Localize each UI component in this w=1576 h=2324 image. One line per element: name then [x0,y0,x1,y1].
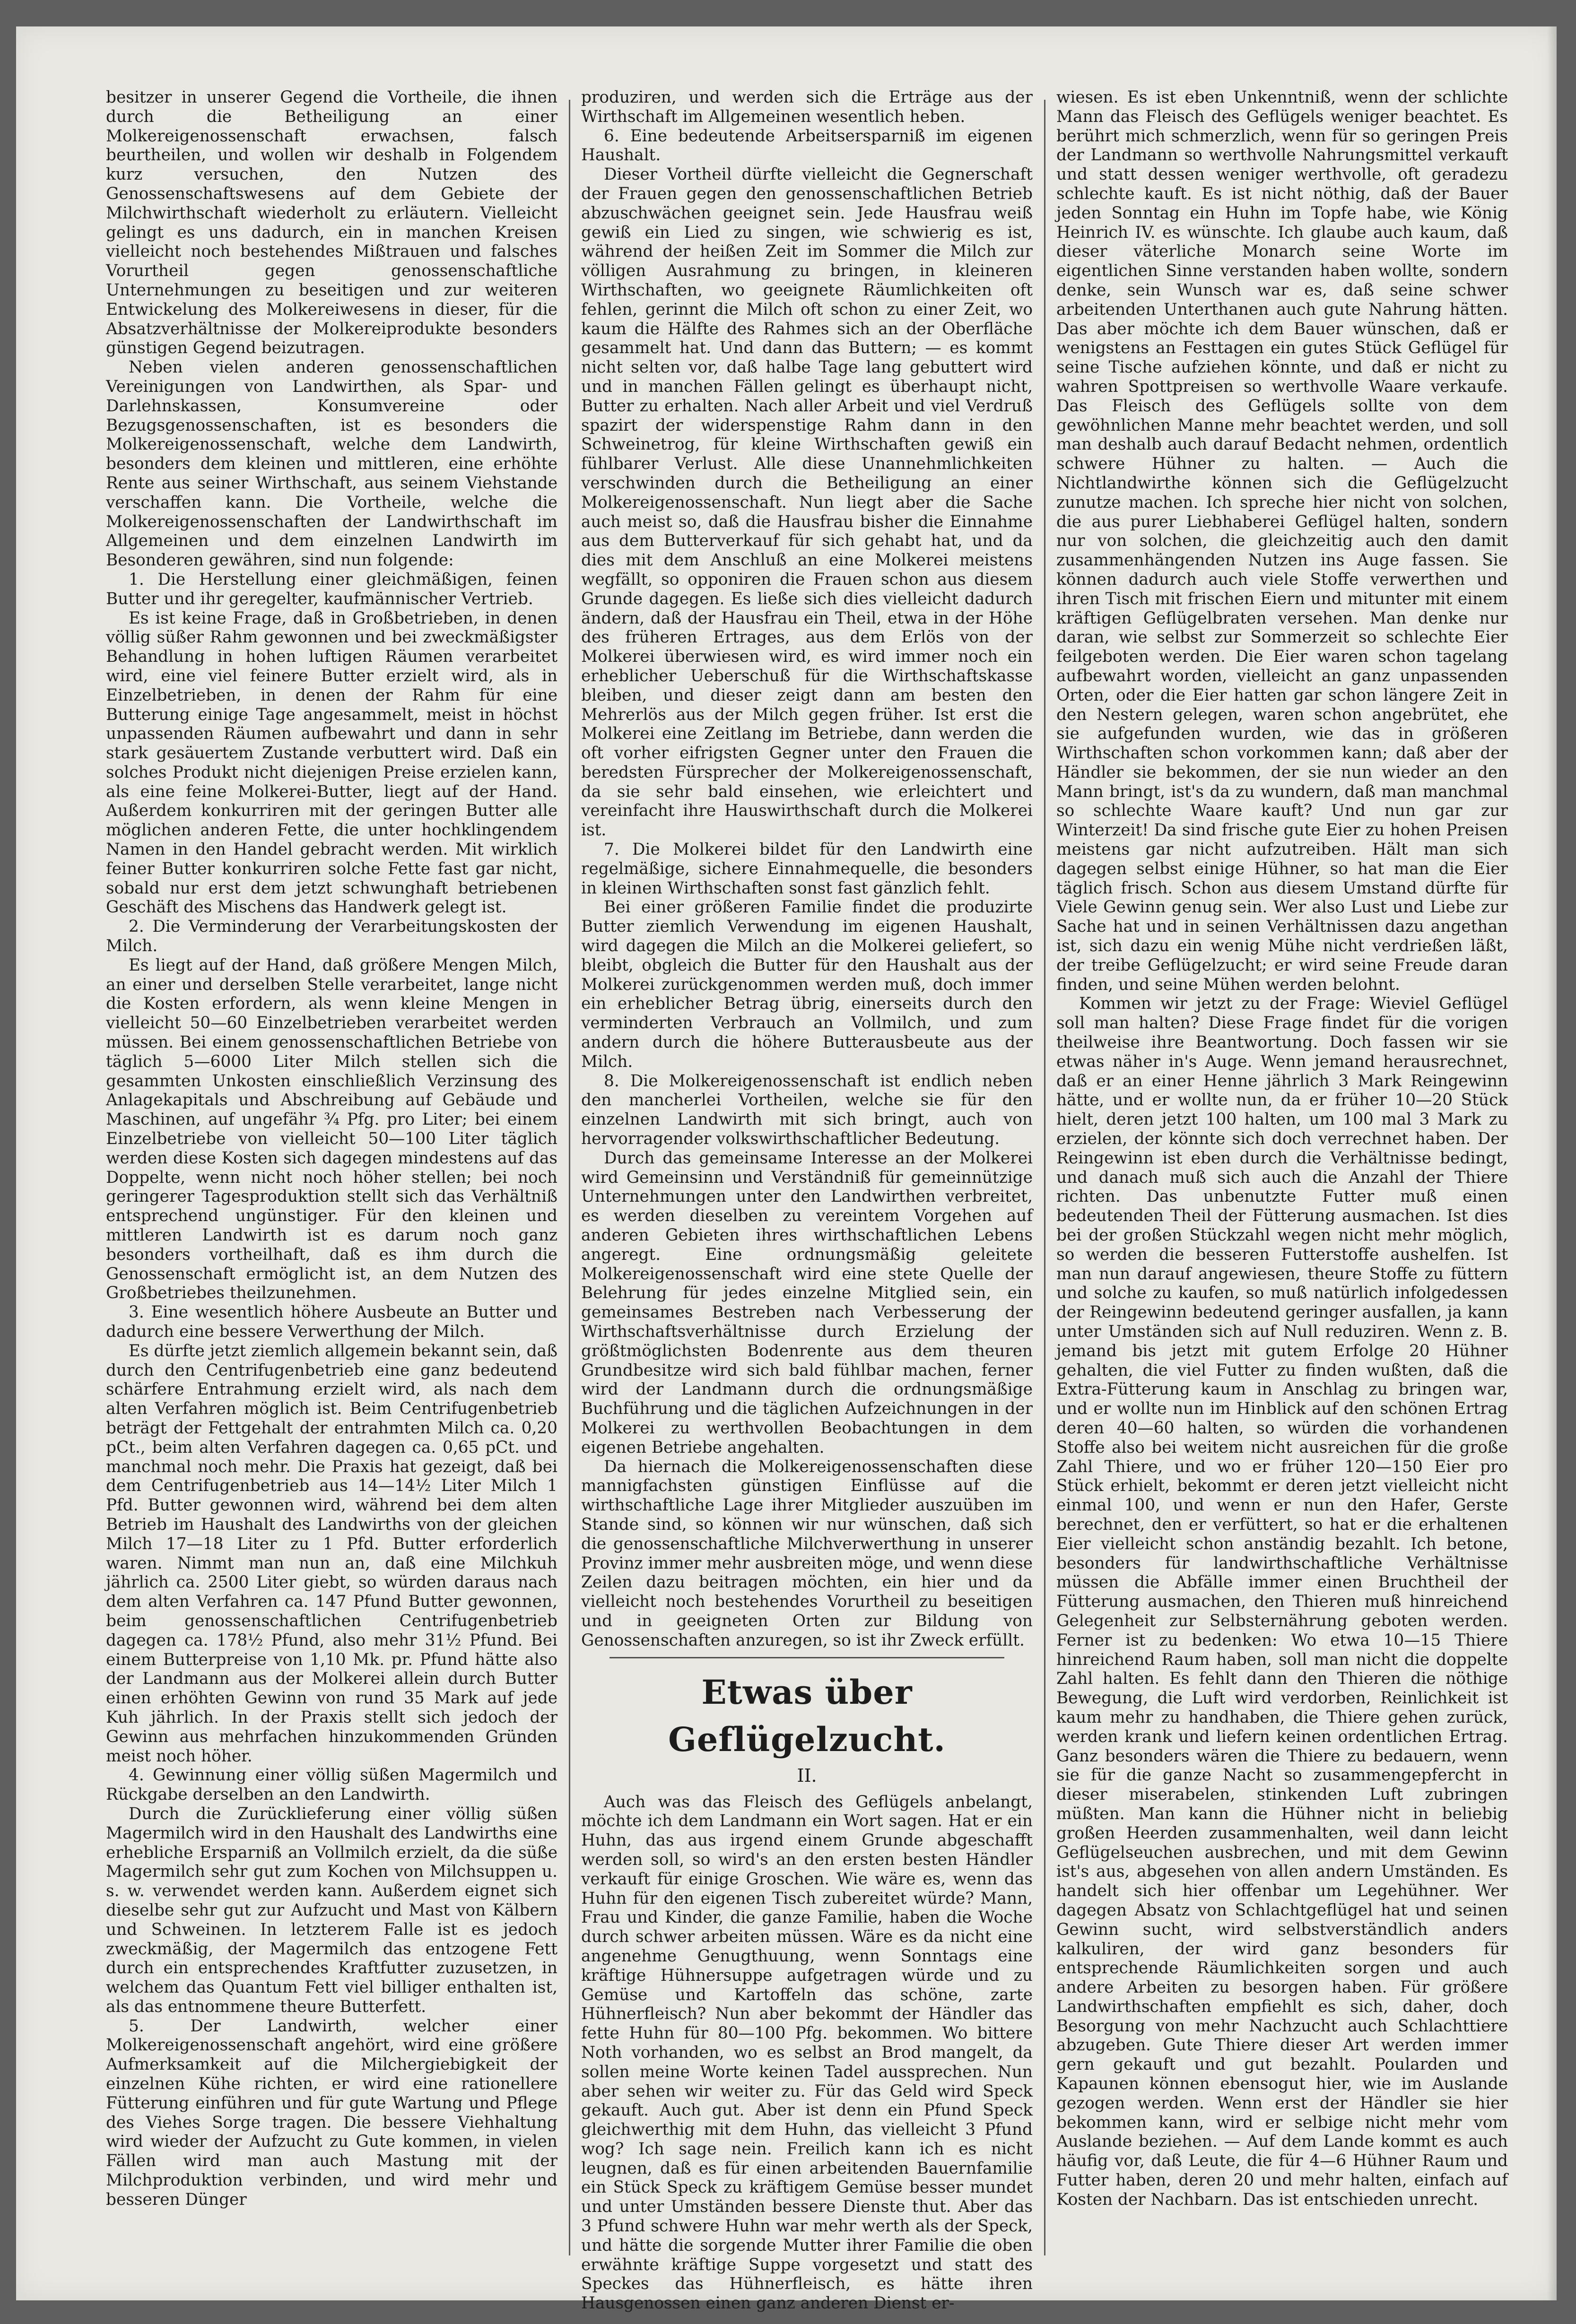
paragraph: Neben vielen anderen genossenschaftlichen Vereinigungen von Landwirthen, als Spar- und Darlehnskassen, Konsumvereine oder Bezugsgenossenschaften, ist es besonders die Molkereigenossenschaft, welche dem Landwirth, besonders dem kleinen und mittleren, eine erhöhte Rente aus seiner Wirthschaft, aus seinem Viehstande verschaffen kann. Die Vortheile, welche die Molkereigenossenschaften der Landwirthschaft im Allgemeinen und dem einzelnen Landwirth im Besonderen gewähren, sind nun folgende: [106,358,557,570]
paragraph: 5. Der Landwirth, welcher einer Molkereigenossenschaft angehört, wird eine größere Aufmerksamkeit auf die Milchergiebigkeit der einzelnen Kühe richten, er wird eine rationellere Fütterung einführen und für gute Wartung und Pflege des Viehes Sorge tragen. Die bessere Viehhaltung wird wieder der Aufzucht zu Gute kommen, in vielen Fällen wird man auch Mastung mit der Milchproduktion verbinden, und wird mehr und besseren Dünger [106,2016,557,2209]
paragraph: Es dürfte jetzt ziemlich allgemein bekannt sein, daß durch den Centrifugenbetrieb eine ganz bedeutend schärfere Entrahmung erzielt wird, als nach dem alten Verfahren möglich ist. Beim Centrifugenbetrieb beträgt der Fettgehalt der entrahmten Milch ca. 0,20 pCt., beim alten Verfahren dagegen ca. 0,65 pCt. und manchmal noch mehr. Die Praxis hat gezeigt, daß bei dem Centrifugenbetrieb aus 14—14½ Liter Milch 1 Pfd. Butter gewonnen wird, während bei dem alten Betrieb im Haushalt des Landwirths von der gleichen Milch 17—18 Liter zu 1 Pfd. Butter erforderlich waren. Nimmt man nun an, daß eine Milchkuh jährlich ca. 2500 Liter giebt, so würden daraus nach dem alten Verfahren ca. 147 Pfund Butter gewonnen, beim genossenschaftlichen Centrifugenbetrieb dagegen ca. 178½ Pfund, also mehr 31½ Pfund. Bei einem Butterpreise von 1,10 Mk. pr. Pfund hätte also der Landmann aus der Molkerei allein durch Butter einen erhöhten Gewinn von rund 35 Mark auf jede Kuh jährlich. In der Praxis stellt sich jedoch der Gewinn aus mehrfachen hinzukommenden Gründen meist noch höher. [106,1341,557,1766]
numbered-point: 3. Eine wesentlich höhere Ausbeute an Butter und dadurch eine bessere Verwerthung der Milch. [106,1303,557,1341]
paragraph: Bei einer größeren Familie findet die produzirte Butter ziemlich Verwendung im eigenen Haushalt, wird dagegen die Milch an die Molkerei geliefert, so bleibt, obgleich die Butter für den Haushalt aus der Molkerei zurückgenommen werden muß, doch immer ein erheblicher Betrag übrig, einerseits durch den verminderten Verbrauch an Vollmilch, und zum andern durch die höhere Butterausbeute aus der Milch. [581,898,1033,1071]
paragraph: Auch was das Fleisch des Geflügels anbelangt, möchte ich dem Landmann ein Wort sagen. Hat er ein Huhn, das aus irgend einem Grunde abgeschafft werden soll, so wird's an den ersten besten Händler verkauft für einige Groschen. Wie wäre es, wenn das Huhn für den eigenen Tisch zubereitet würde? Mann, Frau und Kinder, die ganze Familie, haben die Woche durch schwer arbeiten müssen. Wäre es da nicht eine angenehme Genugthuung, wenn Sonntags eine kräftige Hühnersuppe aufgetragen würde und zu Gemüse und Kartoffeln das schöne, zarte Hühnerfleisch? Nun aber bekommt der Händler das fette Huhn für 80—100 Pfg. bekommen. Wo bittere Noth vorhanden, wo es selbst an Brod mangelt, da sollen meine Worte keinen Tadel aussprechen. Nun aber sehen wir weiter zu. Für das Geld wird Speck gekauft. Auch gut. Aber ist denn ein Pfund Speck gleichwerthig mit dem Huhn, das vielleicht 3 Pfund wog? Ich sage nein. Freilich kann ich es nicht leugnen, daß es für einen arbeitenden Bauernfamilie ein Stück Speck zu kräftigem Gemüse besser mundet und unter Umständen bessere Dienste thut. Aber das 3 Pfund schwere Huhn war mehr werth als der Speck, und hätte die sorgende Mutter ihrer Familie die oben erwähnte kräftige Suppe vorgesetzt und statt des Speckes das Hühnerfleisch, es hätte ihren Hausgenossen einen ganz anderen Dienst er- [581,1792,1033,2313]
numbered-point: 6. Eine bedeutende Arbeitsersparniß im eigenen Haushalt. [581,126,1033,165]
paragraph: Da hiernach die Molkereigenossenschaften diese mannigfachsten günstigen Einflüsse auf die wirthschaftliche Lage ihrer Mitglieder auszuüben im Stande sind, so können wir nur wünschen, daß sich die genossenschaftliche Milchverwerthung in unserer Provinz immer mehr ausbreiten möge, und wenn diese Zeilen dazu beitragen möchten, ein hier und da vielleicht noch bestehendes Vorurtheil zu beseitigen und in geeigneten Orten zur Bildung von Genossenschaften anzuregen, so ist ihr Zweck erfüllt. [581,1457,1033,1650]
numbered-point: 7. Die Molkerei bildet für den Landwirth eine regelmäßige, sichere Einnahmequelle, die besonders in kleinen Wirthschaften sonst fast gänzlich fehlt. [581,840,1033,898]
numbered-point: 8. Die Molkereigenossenschaft ist endlich neben den mancherlei Vortheilen, welche sie für den einzelnen Landwirth mit sich bringt, auch von hervorragender volkswirthschaftlicher Bedeutung. [581,1071,1033,1149]
numbered-point: 2. Die Verminderung der Verarbeitungskosten der Milch. [106,917,557,956]
article-part-number: II. [797,1765,817,1786]
numbered-point: 4. Gewinnung einer völlig süßen Magermilch und Rückgabe derselben an den Landwirth. [106,1766,557,1804]
text-column-middle [581,88,1033,2313]
section-divider [610,1657,1004,1658]
paragraph: wiesen. Es ist eben Unkenntniß, wenn der schlichte Mann das Fleisch des Geflügels weniger beachtet. Es berührt mich schmerzlich, wenn für so geringen Preis der Landmann so werthvolle Nahrungsmittel verkauft und statt dessen weniger werthvolle, oft geradezu schlechte kauft. Es ist nicht nöthig, daß der Bauer jeden Sonntag ein Huhn im Topfe habe, wie König Heinrich IV. es wünschte. Ich glaube auch kaum, daß dieser väterliche Monarch seine Worte im eigentlichen Sinne verstanden haben wollte, sondern denke, sein Wunsch war es, daß seine schwer arbeitenden Unterthanen auch gute Nahrung hätten. Das aber möchte ich dem Bauer wünschen, daß er wenigstens an Festtagen ein gutes Stück Geflügel für seine Tische aufziehen könnte, und daß er nicht zu wahren Spottpreisen so werthvolle Waare verkaufe. Das Fleisch des Geflügels sollte von dem gewöhnlichen Manne mehr beachtet werden, und soll man deshalb auch darauf Bedacht nehmen, ordentlich schwere Hühner zu halten. — Auch die Nichtlandwirthe können sich die Geflügelzucht zunutze machen. Ich spreche hier nicht von solchen, die aus purer Liebhaberei Geflügel halten, sondern nur von solchen, die gleichzeitig auch den damit zusammenhängenden Nutzen ins Auge fassen. Sie können dadurch auch viele Stoffe verwerthen und ihren Tisch mit frischen Eiern und mitunter mit einem kräftigen Geflügelbraten versehen. Man denke nur daran, wie selbst zur Sommerzeit so schlechte Eier feilgeboten werden. Die Eier waren schon tagelang aufbewahrt worden, vielleicht an ganz unpassenden Orten, oder die Eier hatten gar schon längere Zeit in den Nestern gelegen, waren schon angebrütet, ehe sie aufgefunden wurden, wie das in größeren Wirthschaften schon vorkommen kann; daß aber der Händler sie bekommen, der sie nun wieder an den Mann bringt, ist's da zu wundern, daß man manchmal so schlechte Waare kauft? Und nun gar zur Winterzeit! Da sind frische gute Eier zu hohen Preisen meistens gar nicht aufzutreiben. Hält man sich dagegen selbst einige Hühner, so hat man die Eier täglich frisch. Schon aus diesem Umstand dürfte für Viele Gewinn genug sein. Wer also Lust und Liebe zur Sache hat und in seinen Verhältnissen dazu angethan ist, sich dazu ein wenig Mühe nicht verdrießen läßt, der treibe Geflügelzucht; er wird seine Freude daran finden, und seine Mühen werden belohnt. [1056,88,1508,994]
paragraph: Kommen wir jetzt zu der Frage: Wieviel Geflügel soll man halten? Diese Frage findet für die vorigen theilweise ihre Beantwortung. Doch fassen wir sie etwas näher in's Auge. Wenn jemand herausrechnet, daß er an einer Henne jährlich 3 Mark Reingewinn hätte, und er wollte nun, da er früher 10—20 Stück hielt, deren jetzt 100 halten, um 100 mal 3 Mark zu erzielen, der könnte sich doch verrechnet haben. Der Reingewinn ist eben durch die Verhältnisse bedingt, und danach muß sich auch die Anzahl der Thiere richten. Das unbenutzte Futter muß einen bedeutenden Theil der Fütterung ausmachen. Ist dies bei der großen Stückzahl wegen nicht mehr möglich, so werden die besseren Futterstoffe aushelfen. Ist man nun darauf angewiesen, theure Stoffe zu füttern und solche zu kaufen, so muß natürlich infolgedessen der Reingewinn bedeutend geringer ausfallen, ja kann unter Umständen sich auf Null reduziren. Wenn z. B. jemand bis jetzt mit gutem Erfolge 20 Hühner gehalten, die viel Futter zu finden wußten, daß die Extra-Fütterung kaum in Anschlag zu bringen war, und er wollte nun im Hinblick auf den schönen Ertrag deren 40—60 halten, so würden die vorhandenen Stoffe also bei weitem nicht ausreichen für die große Zahl Thiere, und wo er früher 120—150 Eier pro Stück erhielt, bekommt er deren jetzt vielleicht nicht einmal 100, und wenn er nun den Hafer, Gerste berechnet, den er verfüttert, so hat er die erhaltenen Eier vielleicht schon anständig bezahlt. Ich betone, besonders für landwirthschaftliche Verhältnisse müssen die Abfälle immer einen Bruchtheil der Fütterung ausmachen, den Thieren muß hinreichend Gelegenheit zur Selbsternährung geboten werden. Ferner ist zu bedenken: Wo etwa 10—15 Thiere hinreichend Raum haben, soll man nicht die doppelte Zahl halten. Es fehlt dann den Thieren die nöthige Bewegung, die Luft wird verdorben, Reinlichkeit ist kaum mehr zu handhaben, die Thiere gehen zurück, werden krank und liefern keinen ordentlichen Ertrag. Ganz besonders wären die Thiere zu bedauern, wenn sie für die ganze Nacht so zusammengepfercht in dieser miserabelen, stinkenden Luft zubringen müßten. Man kann die Hühner nicht in beliebig großen Heerden zusammenhalten, weil dann leicht Geflügelseuchen ausbrechen, und mit dem Gewinn ist's aus, abgesehen von allen andern Umständen. Es handelt sich hier offenbar um Legehühner. Wer dagegen Absatz von Schlachtgeflügel hat und seinen Gewinn sucht, wird selbstverständlich anders kalkuliren, der wird ganz besonders für entsprechende Räumlichkeiten sorgen und auch andere Arbeiten zu besorgen haben. Für größere Landwirthschaften empfiehlt es sich, daher, doch Besorgung von mehr Nachzucht auch Schlachttiere abzugeben. Gute Thiere dieser Art werden immer gern gekauft und gut bezahlt. Poularden und Kapaunen können ebensogut hier, wie im Auslande gezogen werden. Wenn erst der Händler sie hier bekommen kann, wird er selbige nicht mehr vom Auslande beziehen. — Auf dem Lande kommt es auch häufig vor, daß Leute, die für 4—6 Hühner Raum und Futter haben, deren 20 und mehr halten, einfach auf Kosten der Nachbarn. Das ist entschieden unrecht. [1056,994,1508,2209]
text-column-left [106,88,557,2263]
paragraph: Durch das gemeinsame Interesse an der Molkerei wird Gemeinsinn und Verständniß für gemeinnützige Unternehmungen unter den Landwirthen verbreitet, es werden dieselben zu vereintem Vorgehen auf anderen Gebieten ihres wirthschaftlichen Lebens angeregt. Eine ordnungsmäßig geleitete Molkereigenossenschaft wird eine stete Quelle der Belehrung für jedes einzelne Mitglied sein, ein gemeinsames Bestreben nach Verbesserung der Wirthschaftsverhältnisse durch Erzielung der größtmöglichsten Bodenrente aus dem theuren Grundbesitze wird sich bald fühlbar machen, ferner wird der Landmann durch die ordnungsmäßige Buchführung und die täglichen Aufzeichnungen in der Molkerei zu werthvollen Beobachtungen in dem eigenen Betriebe angehalten. [581,1148,1033,1457]
paragraph: Es ist keine Frage, daß in Großbetrieben, in denen völlig süßer Rahm gewonnen und bei zweckmäßigster Behandlung in hohen luftigen Räumen verarbeitet wird, eine viel feinere Butter erzielt wird, als in Einzelbetrieben, in denen der Rahm für eine Butterung einige Tage angesammelt, meist in höchst unpassenden Räumen aufbewahrt und dann in sehr stark gesäuertem Zustande verbuttert wird. Daß ein solches Produkt nicht diejenigen Preise erzielen kann, als eine feine Molkerei-Butter, liegt auf der Hand. Außerdem konkurriren mit der geringen Butter alle möglichen anderen Fette, die unter hochklingendem Namen in den Handel gebracht werden. Mit wirklich feiner Butter konkurriren solche Fette fast gar nicht, sobald nur erst dem jetzt schwunghaft betriebenen Geschäft des Mischens das Handwerk gelegt ist. [106,608,557,917]
paragraph: produziren, und werden sich die Erträge aus der Wirthschaft im Allgemeinen wesentlich heben. [581,88,1033,126]
column-divider [1044,100,1045,2255]
text-column-right [1056,88,1508,2263]
column-divider [569,100,570,2255]
paragraph: Dieser Vortheil dürfte vielleicht die Gegnerschaft der Frauen gegen den genossenschaftlichen Betrieb abzuschwächen geeignet sein. Jede Hausfrau weiß gewiß ein Lied zu singen, wie schwierig es ist, während der heißen Zeit im Sommer die Milch zur völligen Ausrahmung zu bringen, in kleineren Wirthschaften, wo geeignete Räumlichkeiten oft fehlen, gerinnt die Milch oft schon zu einer Zeit, wo kaum die Hälfte des Rahmes sich an der Oberfläche gesammelt hat. Und dann das Buttern; — es kommt nicht selten vor, daß halbe Tage lang gebuttert wird und in manchen Fällen gelingt es überhaupt nicht, Butter zu erhalten. Nach aller Arbeit und viel Verdruß spazirt der widerspenstige Rahm dann in den Schweinetrog, für kleine Wirthschaften gewiß ein fühlbarer Verlust. Alle diese Unannehmlichkeiten verschwinden durch die Betheiligung an einer Molkereigenossenschaft. Nun liegt aber die Sache auch meist so, daß die Hausfrau bisher die Einnahme aus dem Butterverkauf für sich gehabt hat, und da dies mit dem Anschluß an eine Molkerei meistens wegfällt, so opponiren die Frauen schon aus diesem Grunde dagegen. Es ließe sich dies vielleicht dadurch ändern, daß der Hausfrau ein Theil, etwa in der Höhe des früheren Ertrages, aus dem Erlös von der Molkerei überwiesen wird, es wird immer noch ein erheblicher Ueberschuß für die Wirthschaftskasse bleiben, und dieser zeigt dann am besten den Mehrerlös aus der Milch gegen früher. Ist erst die Molkerei eine Zeitlang im Betriebe, dann werden die oft vorher eifrigsten Gegner unter den Frauen die beredsten Fürsprecher der Molkereigenossenschaft, da sie sehr bald einsehen, wie erleichtert und vereinfacht ihre Hauswirthschaft durch die Molkerei ist. [581,165,1033,840]
page-edge-shadow [1547,26,1557,2300]
paragraph: besitzer in unserer Gegend die Vortheile, die ihnen durch die Betheiligung an einer Molkereigenossenschaft erwachsen, falsch beurtheilen, und wollen wir deshalb in Folgendem kurz versuchen, den Nutzen des Genossenschaftswesens auf dem Gebiete der Milchwirthschaft wiederholt zu erläutern. Vielleicht gelingt es uns dadurch, ein in manchen Kreisen vielleicht noch bestehendes Mißtrauen und falsches Vorurtheil gegen genossenschaftliche Unternehmungen zu beseitigen und zur weiteren Entwickelung des Molkereiwesens in dieser, für die Absatzverhältnisse der Molkereiprodukte besonders günstigen Gegend beizutragen. [106,88,557,358]
newspaper-page [16,26,1557,2313]
article-heading: Etwas über Geflügelzucht. [668,1672,946,1759]
paragraph: Durch die Zurücklieferung einer völlig süßen Magermilch wird in den Haushalt des Landwirths eine erhebliche Ersparniß an Vollmilch erzielt, da die süße Magermilch sehr gut zum Kochen von Milchsuppen u. s. w. verwendet werden kann. Außerdem eignet sich dieselbe sehr gut zur Aufzucht und Mast von Kälbern und Schweinen. In letzterem Falle ist es jedoch zweckmäßig, der Magermilch das entzogene Fett durch ein entsprechendes Kraftfutter zuzusetzen, in welchem das Quantum Fett viel billiger enthalten ist, als das entnommene theure Butterfett. [106,1804,557,2016]
numbered-point: 1. Die Herstellung einer gleichmäßigen, feinen Butter und ihr geregelter, kaufmännischer Vertrieb. [106,570,557,608]
paragraph: Es liegt auf der Hand, daß größere Mengen Milch, an einer und derselben Stelle verarbeitet, lange nicht die Kosten erfordern, als wenn kleine Mengen in vielleicht 50—60 Einzelbetrieben verarbeitet werden müssen. Bei einem genossenschaftlichen Betriebe von täglich 5—6000 Liter Milch stellen sich die gesammten Unkosten einschließlich Verzinsung des Anlagekapitals und Abschreibung auf Gebäude und Maschinen, auf ungefähr ¾ Pfg. pro Liter; bei einem Einzelbetriebe von vielleicht 50—100 Liter täglich werden diese Kosten sich dagegen mindestens auf das Doppelte, wenn nicht noch höher stellen; bei noch geringerer Tagesproduktion stellt sich das Verhältniß entsprechend ungünstiger. Für den kleinen und mittleren Landwirth ist es darum noch ganz besonders vortheilhaft, daß es ihm durch die Genossenschaft ermöglicht ist, an dem Nutzen des Großbetriebes theilzunehmen. [106,955,557,1303]
